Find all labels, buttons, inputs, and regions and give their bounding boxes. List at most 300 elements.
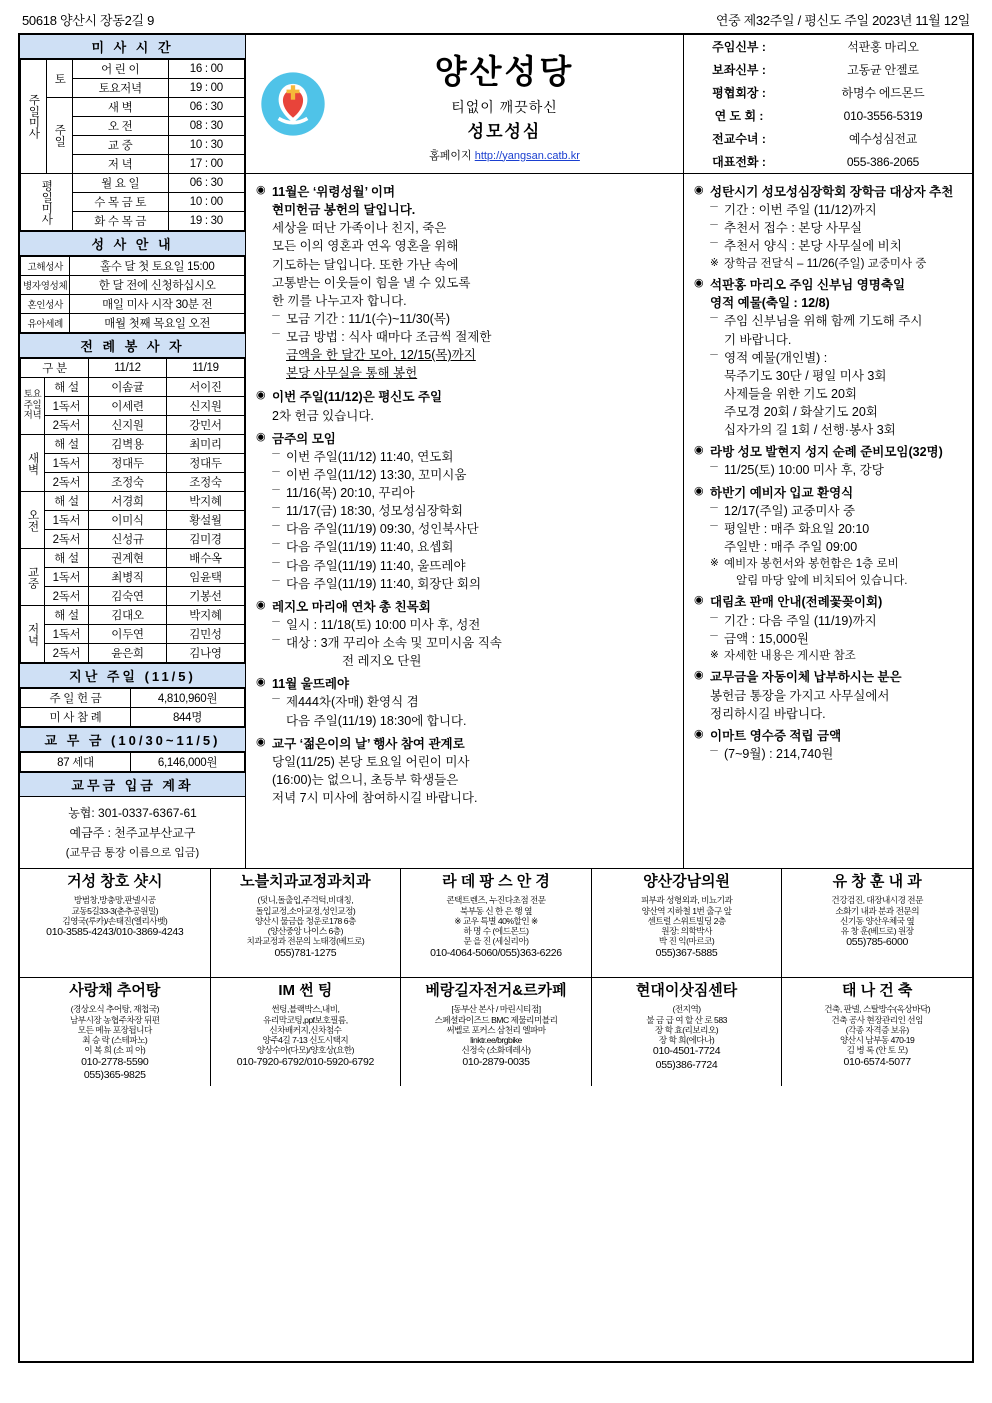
- weekday-mass-group-label: 평일미사: [21, 174, 73, 231]
- liturgy-role: 1독서: [45, 454, 89, 473]
- ad-card[interactable]: [592, 978, 783, 1086]
- liturgy-col-header: 11/12: [89, 359, 167, 378]
- meeting-item: － 이번 주일(11/12) 11:40, 연도회: [272, 448, 675, 466]
- ad-card[interactable]: [782, 869, 972, 977]
- notice-line: 금액을 한 달간 모아, 12/15(목)까지: [286, 348, 476, 363]
- staff-label: 연 도 회 :: [714, 109, 764, 123]
- staff-value: 010-3556-5319: [843, 108, 923, 123]
- ad-title: 베랑길자전거&르카페: [425, 982, 567, 1000]
- notice-details: [256, 310, 675, 383]
- notice-line: ◉ 이번 주일(11/12)은 평신도 주일: [272, 390, 443, 405]
- liturgy-name: 강민서: [167, 416, 245, 435]
- ad-line: 김 병 록 (안 토 모): [846, 1045, 908, 1056]
- notice-details: [694, 745, 966, 763]
- notice-heading: [256, 598, 675, 616]
- notice-dash: － 일시 : 11/18(토) 10:00 미사 후, 성전: [272, 616, 675, 634]
- ad-card[interactable]: [401, 978, 592, 1086]
- mass-name: 어 린 이: [72, 60, 168, 79]
- notice-dash: － 추천서 접수 : 본당 사무실: [710, 219, 966, 237]
- notice-line: 본당 사무실을 통해 봉헌: [286, 366, 418, 381]
- mass-schedule-table: [20, 59, 245, 231]
- notice-star: ※ 예비자 봉헌서와 봉헌함은 1층 로비: [710, 556, 966, 573]
- notice-dash: － 추천서 양식 : 본당 사무실에 비치: [710, 237, 966, 255]
- spiritual-gift-item: 십자가의 길 1회 / 선행·봉사 3회: [724, 423, 896, 438]
- staff-label: 평협회장 :: [712, 86, 766, 100]
- attendance-label: 미 사 참 례: [21, 708, 131, 727]
- ad-title: 노블치과교정과치과: [240, 873, 371, 891]
- staff-label: 보좌신부 :: [712, 63, 766, 77]
- notice-dash: － (7~9월) : 214,740원: [710, 745, 966, 763]
- notice-details: [694, 502, 966, 590]
- ad-line: 건강검진, 대장내시경 전문: [831, 895, 923, 906]
- meeting-item: － 11/17(금) 18:30, 성모성심장학회: [272, 502, 675, 520]
- saturday-label: 토: [46, 60, 72, 98]
- account-title: 교무금 입금 계좌: [20, 772, 245, 797]
- liturgy-role: 해 설: [45, 606, 89, 625]
- mass-time: 06 : 30: [168, 98, 244, 117]
- ad-title: IM 썬 팅: [278, 982, 333, 1000]
- weekday-mass-name: 월 요 일: [72, 174, 168, 193]
- ad-line: 북부동 신 한 은 행 옆: [460, 905, 532, 916]
- notice-body: [256, 753, 675, 807]
- liturgy-name: 김대오: [89, 606, 167, 625]
- liturgy-role: 해 설: [45, 435, 89, 454]
- notice-line: 알림 마당 앞에 비치되어 있습니다.: [736, 574, 908, 587]
- notice-line: (16:00)는 없으니, 초등부 학생들은: [272, 772, 459, 787]
- ad-line: 불 금 급 여 할 산 로 583: [646, 1014, 727, 1025]
- notice-dash: － 모금 기간 : 11/1(수)~11/30(목): [272, 310, 675, 328]
- notice-heading: ◉ 성탄시기 성모성심장학회 장학금 대상자 추천: [694, 183, 966, 201]
- meeting-item: － 11/16(목) 20:10, 꾸리아: [272, 484, 675, 502]
- sacraments-title: 성 사 안 내: [20, 231, 245, 256]
- sacrament-label: 병자영성체: [21, 276, 70, 295]
- ad-card[interactable]: [782, 978, 972, 1086]
- ad-card[interactable]: [401, 869, 592, 977]
- ad-line: (전지역): [672, 1004, 701, 1015]
- notice-line: 주일반 : 매주 주일 09:00: [724, 539, 858, 554]
- staff-value: 예수성심전교: [848, 132, 918, 146]
- notice-heading: [694, 276, 966, 312]
- notice-dash: － 대상 : 3개 꾸리아 소속 및 꼬미시움 직속: [272, 634, 675, 652]
- notice-body: [694, 687, 966, 723]
- liturgy-name: 박지혜: [167, 492, 245, 511]
- notice-details: [694, 612, 966, 665]
- ad-line: 센트럴 스위트빌딩 2층: [647, 915, 726, 926]
- ad-title: 사랑채 추어탕: [69, 982, 161, 1000]
- sunday-mass-group-label: 주일미사: [21, 60, 47, 174]
- dues-amount: 6,146,000원: [131, 753, 245, 772]
- notice-line: 모든 이의 영혼과 연옥 영혼을 위해: [272, 239, 459, 254]
- staff-value: 055-386-2065: [846, 154, 920, 169]
- notice-details: [256, 616, 675, 670]
- notice-details: [694, 201, 966, 272]
- ad-line: 남부시장 농협주차장 뒤편: [70, 1014, 160, 1025]
- ad-line: 원장: 의학박사: [661, 926, 712, 937]
- ad-line: 장 학 희(에다나): [658, 1035, 715, 1046]
- liturgy-role: 2독서: [45, 473, 89, 492]
- church-sub1: 티없이 깨끗하신: [451, 98, 558, 115]
- notice-line: 한 끼를 나누고자 합니다.: [272, 293, 407, 308]
- left-column: [20, 35, 246, 868]
- notice-line: ◉ 11월은 ‘위령성월’ 이며: [272, 185, 396, 199]
- liturgy-name: 이미식: [89, 511, 167, 530]
- liturgy-col-header: 구 분: [21, 359, 89, 378]
- notice-dash: － 기간 : 다음 주일 (11/19)까지: [710, 612, 966, 630]
- ad-phone-alt: 055)386-7724: [655, 1058, 718, 1071]
- ad-line: (각종 자격증 보유): [845, 1024, 909, 1035]
- notice-dash: － 평일반 : 매주 화요일 20:10: [710, 520, 966, 538]
- notice-heading: ◉ 하반기 예비자 입교 환영식: [694, 484, 966, 502]
- meeting-item: － 다음 주일(11/19) 11:40, 울뜨레야: [272, 557, 675, 575]
- ad-phone: 010-4064-5060/055)363-6226: [430, 946, 562, 959]
- notice-heading: ◉ 이마트 영수증 적립 금액: [694, 727, 966, 745]
- right-side-wrap: [246, 35, 972, 868]
- liturgy-role: 1독서: [45, 568, 89, 587]
- weekday-mass-name: 화 수 목 금: [72, 212, 168, 231]
- mass-name: 교 중: [72, 136, 168, 155]
- ad-line: (양산중앙 나이스 6층): [267, 926, 343, 937]
- church-address: 50618 양산시 장동2길 9: [22, 13, 154, 28]
- staff-value: 석판홍 마리오: [847, 40, 919, 54]
- ad-line: 스페셜라이즈드 BMC 제물리미블리: [434, 1014, 558, 1025]
- homepage-link[interactable]: http://yangsan.catb.kr: [474, 149, 580, 162]
- notice-heading: [256, 735, 675, 753]
- liturgy-name: 김숙연: [89, 587, 167, 606]
- liturgy-role: 2독서: [45, 587, 89, 606]
- liturgy-group-label: 토요 주일 저녁: [21, 378, 45, 435]
- liturgy-name: 서경희: [89, 492, 167, 511]
- ad-phone: 010-7920-6792/010-5920-6792: [236, 1055, 375, 1068]
- ad-title: 양산강남의원: [643, 873, 731, 891]
- ad-phone: 055)367-5885: [655, 946, 718, 959]
- ad-line: 하 명 수 (에드몬드): [463, 926, 529, 937]
- ad-link[interactable]: linktr.ee/brgbike: [470, 1035, 522, 1046]
- notice-line: 2차 헌금 있습니다.: [272, 408, 374, 423]
- liturgy-role: 2독서: [45, 530, 89, 549]
- meeting-item: － 다음 주일(11/19) 11:40, 요셉회: [272, 538, 675, 556]
- liturgy-name: 최미리: [167, 435, 245, 454]
- ad-line: 신기동 양산우체국 옆: [840, 915, 915, 926]
- notice-dash: － 금액 : 15,000원: [710, 630, 966, 648]
- church-name: 양산성당: [434, 52, 575, 90]
- meeting-item: － 이번 주일(11/12) 13:30, 꼬미시움: [272, 466, 675, 484]
- notice-details: [256, 693, 675, 729]
- notice-line: 현미헌금 봉헌의 달입니다.: [272, 203, 416, 218]
- liturgy-name: 김미경: [167, 530, 245, 549]
- header-row: [246, 35, 972, 174]
- ad-line: 신정숙 (소화데레사): [461, 1045, 531, 1056]
- meeting-item: － 다음 주일(11/19) 11:40, 회장단 회의: [272, 575, 675, 593]
- liturgy-name: 정대두: [167, 454, 245, 473]
- ad-row-2: [20, 978, 972, 1086]
- weekday-mass-time: 19 : 30: [168, 212, 244, 231]
- notice-heading: [256, 675, 675, 693]
- ad-phone: 010-2879-0035: [462, 1055, 530, 1068]
- sacrament-value: 매월 첫째 목요일 오전: [70, 314, 245, 333]
- notice-dash: － 제444차(자매) 환영식 겸: [272, 693, 675, 711]
- ad-line: 유 창 훈(베드로) 원장: [840, 926, 914, 937]
- liturgy-role: 2독서: [45, 644, 89, 663]
- account-note: (교무금 통장 이름으로 입금): [65, 846, 200, 859]
- bulletin-frame: [18, 33, 974, 1363]
- ad-line: [동부산 본사 / 마린시티점]: [451, 1004, 541, 1015]
- liturgy-group-label: 저녁: [21, 606, 45, 663]
- staff-table: [684, 35, 972, 173]
- notice-dash: － 영적 예물(개인별) :: [710, 349, 966, 367]
- notice-heading: ◉ 교무금을 자동이체 납부하시는 분은: [694, 668, 966, 686]
- liturgy-name: 김민성: [167, 625, 245, 644]
- ad-line: 건축, 판넬, 스탈방수(옥상바닥): [824, 1004, 931, 1015]
- liturgy-col-header: 11/19: [167, 359, 245, 378]
- liturgy-role: 1독서: [45, 397, 89, 416]
- meeting-list: [256, 448, 675, 593]
- notices-section: [246, 174, 972, 868]
- ad-title: 태 나 건 축: [841, 982, 913, 1000]
- liturgy-name: 윤은희: [89, 644, 167, 663]
- notice-heading: ◉ 대림초 판매 안내(전례꽃꽂이회): [694, 593, 966, 611]
- liturgical-date: 연중 제32주일 / 평신도 주일 2023년 11월 12일: [715, 13, 970, 28]
- ad-title: 거성 창호 샷시: [67, 873, 163, 891]
- liturgy-name: 신성규: [89, 530, 167, 549]
- notice-line: 기도하는 달입니다. 또한 가난 속에: [272, 257, 459, 272]
- ad-phone: 055)785-6000: [846, 936, 909, 949]
- mass-time: 10 : 30: [168, 136, 244, 155]
- liturgy-group-label: 오전: [21, 492, 45, 549]
- staff-label: 대표전화 :: [712, 155, 766, 169]
- notice-line: 당일(11/25) 본당 토요일 어린이 미사: [272, 754, 470, 769]
- account-info: [20, 797, 245, 868]
- ad-line: 유리막코팅,ppf보호필름,: [263, 1014, 348, 1025]
- notice-line: ◉ 레지오 마리애 연차 총 친목회: [272, 599, 431, 614]
- meeting-item: － 다음 주일(11/19) 09:30, 성인북사단: [272, 520, 675, 538]
- ad-line: 치과교정과 전문의 노태경(베드로): [246, 936, 365, 947]
- notice-details: [694, 461, 966, 479]
- ad-card[interactable]: [20, 869, 211, 977]
- liturgy-name: 이두연: [89, 625, 167, 644]
- mass-name: 새 벽: [72, 98, 168, 117]
- notice-line: ◉ 11월 울뜨레야: [272, 677, 350, 692]
- liturgy-name: 조정숙: [167, 473, 245, 492]
- notice-line: ◉ 석판홍 마리오 주임 신부님 영명축일: [710, 278, 906, 293]
- liturgy-role: 1독서: [45, 511, 89, 530]
- mass-time: 08 : 30: [168, 117, 244, 136]
- church-logo-icon: [256, 68, 330, 140]
- ad-phone-alt: 055)365-9825: [83, 1068, 146, 1081]
- staff-label: 주임신부 :: [712, 40, 766, 54]
- ad-title: 유 창 훈 내 과: [832, 873, 922, 891]
- liturgy-role: 해 설: [45, 378, 89, 397]
- ad-line: 돌입교정,소아교정,성인교정): [255, 905, 356, 916]
- liturgy-role: 2독서: [45, 416, 89, 435]
- ad-phone: 010-4501-7724: [652, 1045, 721, 1058]
- ad-line: 장 학 효(리보리오): [655, 1024, 719, 1035]
- mass-time: 17 : 00: [168, 155, 244, 174]
- church-sub2: 성모성심: [467, 121, 542, 141]
- liturgy-name: 이솜귤: [89, 378, 167, 397]
- middle-notices-column: [246, 174, 684, 868]
- notice-line: 세상을 떠난 가족이나 친지, 죽은: [272, 221, 447, 236]
- liturgy-name: 기봉선: [167, 587, 245, 606]
- notice-line: ◉ 교구 ‘젊은이의 날’ 행사 참여 관계로: [272, 736, 465, 751]
- liturgy-name: 황설월: [167, 511, 245, 530]
- ad-phone: 055)781-1275: [274, 946, 337, 959]
- liturgy-name: 신지원: [89, 416, 167, 435]
- liturgy-name: 신지원: [167, 397, 245, 416]
- upper-section: [20, 35, 972, 868]
- ad-line: ※ 교우 특별 40%할인 ※: [454, 915, 538, 926]
- sacrament-label: 혼인성사: [21, 295, 70, 314]
- notice-dash: － 12/17(주일) 교중미사 중: [710, 502, 966, 520]
- dues-table: [20, 752, 245, 772]
- liturgy-name: 서이진: [167, 378, 245, 397]
- sacrament-value: 한 달 전에 신청하십시오: [70, 276, 245, 295]
- advertisements-section: [20, 868, 972, 1086]
- spiritual-gift-item: 주모경 20회 / 화살기도 20회: [724, 405, 878, 420]
- liturgy-name: 이세련: [89, 397, 167, 416]
- staff-value: 하명수 에드몬드: [841, 86, 925, 100]
- attendance-value: 844명: [131, 708, 245, 727]
- ad-line: 소화기 내과 분과 전문의: [835, 905, 920, 916]
- mass-name: 저 녁: [72, 155, 168, 174]
- ad-row-1: [20, 869, 972, 978]
- mass-name: 토요저녁: [72, 79, 168, 98]
- staff-label: 전교수녀 :: [712, 132, 766, 146]
- sacraments-table: [20, 256, 245, 333]
- sacrament-value: 홀수 달 첫 토요일 15:00: [70, 257, 245, 276]
- notice-body: [256, 407, 675, 425]
- church-banner: [246, 35, 684, 174]
- ad-line: 모든 메뉴 포장됩니다: [77, 1024, 152, 1035]
- liturgy-name: 정대두: [89, 454, 167, 473]
- notice-heading: [256, 430, 675, 448]
- notice-line: ◉ 금주의 모임: [272, 431, 336, 446]
- ad-line: 최 승 락 (스테파노): [82, 1035, 148, 1046]
- ad-card[interactable]: [211, 978, 402, 1086]
- mass-time: 16 : 00: [168, 60, 244, 79]
- ad-card[interactable]: [211, 869, 402, 977]
- right-notices-column: [684, 174, 972, 868]
- sunday-label: 주일: [46, 98, 72, 174]
- notice-heading: ◉ 라방 성모 발현지 성지 순례 준비모임(32명): [694, 443, 966, 461]
- ad-line: 양산시 물금읍 청운로178 6층: [254, 915, 356, 926]
- mass-name: 오 전: [72, 117, 168, 136]
- dues-households: 87 세대: [21, 753, 131, 772]
- ad-card[interactable]: [592, 869, 783, 977]
- liturgy-name: 박지혜: [167, 606, 245, 625]
- ad-line: 양산역 지하철 1번 출구 앞: [641, 905, 732, 916]
- spiritual-gift-item: 묵주기도 30단 / 평일 미사 3회: [724, 368, 887, 383]
- liturgy-volunteers-title: 전 례 봉 사 자: [20, 333, 245, 358]
- liturgy-name: 권계현: [89, 549, 167, 568]
- liturgy-name: 조정숙: [89, 473, 167, 492]
- notice-line: 영적 예물(축일 : 12/8): [710, 296, 830, 311]
- church-title-block: [330, 46, 679, 163]
- ad-line: 써벨로 포커스 삼천리 엘파마: [446, 1024, 546, 1035]
- ad-line: 썬팅,블랙박스,내비,: [271, 1004, 340, 1015]
- notice-line: 고통받는 이웃들이 힘을 낼 수 있도록: [272, 275, 471, 290]
- ad-line: 교동5길33-3(춘추공원밀): [71, 905, 159, 916]
- ad-line: 신차배커지,신차첨수: [269, 1024, 342, 1035]
- ad-line: (경상오식 추어탕, 재첩국): [70, 1004, 159, 1015]
- notice-line: 다음 주일(11/19) 18:30에 합니다.: [286, 713, 467, 728]
- ad-line: 양주4길 7-13 신도시택지: [262, 1035, 349, 1046]
- mass-time: 19 : 00: [168, 79, 244, 98]
- weekday-mass-time: 10 : 00: [168, 193, 244, 212]
- notice-details: [694, 312, 966, 439]
- ad-title: 라 데 팡 스 안 경: [442, 873, 550, 891]
- notice-star: ※ 장학금 전달식 – 11/26(주일) 교중미사 중: [710, 256, 966, 273]
- notice-dash: － 기간 : 이번 주일 (11/12)까지: [710, 201, 966, 219]
- notice-body: [256, 219, 675, 310]
- ad-line: (덧니,돌출입,주걱턱,비대칭,: [257, 895, 354, 906]
- ad-line: 박 진 익(마르코): [658, 936, 715, 947]
- ad-phone: 010-6574-5077: [843, 1055, 911, 1068]
- notice-line: 전 레지오 단원: [342, 654, 422, 669]
- ad-line: 콘택트렌즈, 누진다초점 전문: [446, 895, 546, 906]
- notice-dash: － 11/25(토) 10:00 미사 후, 강당: [710, 461, 966, 479]
- lastweek-title: 지난 주일 (11/5): [20, 663, 245, 688]
- liturgy-name: 김벽용: [89, 435, 167, 454]
- weekday-mass-time: 06 : 30: [168, 174, 244, 193]
- lastweek-table: [20, 688, 245, 727]
- liturgy-group-label: 새벽: [21, 435, 45, 492]
- notice-line: 정리하시길 바랍니다.: [710, 706, 826, 721]
- mass-schedule-title: 미 사 시 간: [20, 35, 245, 59]
- offering-label: 주 일 헌 금: [21, 689, 131, 708]
- liturgy-name: 최병직: [89, 568, 167, 587]
- notice-dash: － 주임 신부님을 위해 함께 기도해 주시: [710, 312, 966, 330]
- ad-line: 이 복 희 (소 피 아): [84, 1045, 146, 1056]
- liturgy-role: 1독서: [45, 625, 89, 644]
- liturgy-group-label: 교중: [21, 549, 45, 606]
- homepage-line: [330, 147, 679, 163]
- liturgy-volunteers-table: [20, 358, 245, 663]
- notice-star: ※ 자세한 내용은 게시판 참조: [710, 648, 966, 665]
- sacrament-value: 매일 미사 시작 30분 전: [70, 295, 245, 314]
- notice-heading: [256, 183, 675, 219]
- liturgy-name: 배수옥: [167, 549, 245, 568]
- ad-line: 양상수아(다모)/양호상(요한): [256, 1045, 354, 1056]
- spiritual-gift-item: 사제들을 위한 기도 20회: [724, 386, 857, 401]
- notice-line: 봉헌금 통장을 가지고 사무실에서: [710, 688, 890, 703]
- sacrament-label: 고해성사: [21, 257, 70, 276]
- homepage-label: 홈페이지: [429, 149, 472, 162]
- account-bank: 농협: 301-0337-6367-61: [68, 806, 197, 820]
- ad-line: 김영국(루카)/손태진(엘리사벳): [62, 915, 168, 926]
- notice-dash: － 모금 방법 : 식사 때마다 조금씩 절제한: [272, 328, 675, 346]
- dues-title: 교 무 금 (10/30~11/5): [20, 727, 245, 752]
- notice-heading: [256, 388, 675, 406]
- ad-line: 문 을 진 (세실리아): [463, 936, 529, 947]
- notice-line: 저녁 7시 미사에 참여하시길 바랍니다.: [272, 791, 478, 805]
- staff-value: 고동균 안젤로: [847, 63, 919, 77]
- liturgy-role: 해 설: [45, 492, 89, 511]
- ad-line: 피부과 성형외과, 비뇨기과: [640, 895, 733, 906]
- notice-line: 기 바랍니다.: [724, 332, 792, 347]
- top-header: [18, 10, 974, 33]
- ad-line: 건축 공사 현장관리인 선임: [831, 1014, 923, 1025]
- liturgy-name: 임윤택: [167, 568, 245, 587]
- ad-title: 현대이삿짐센타: [635, 982, 738, 1000]
- ad-card[interactable]: [20, 978, 211, 1086]
- sacrament-label: 유아세례: [21, 314, 70, 333]
- ad-line: 방범창,방충망,판넬시공: [73, 895, 156, 906]
- liturgy-role: 해 설: [45, 549, 89, 568]
- liturgy-name: 김나영: [167, 644, 245, 663]
- offering-value: 4,810,960원: [131, 689, 245, 708]
- ad-line: 양산시 남부동 470-19: [839, 1035, 915, 1046]
- account-holder: 예금주 : 천주교부산교구: [69, 826, 196, 841]
